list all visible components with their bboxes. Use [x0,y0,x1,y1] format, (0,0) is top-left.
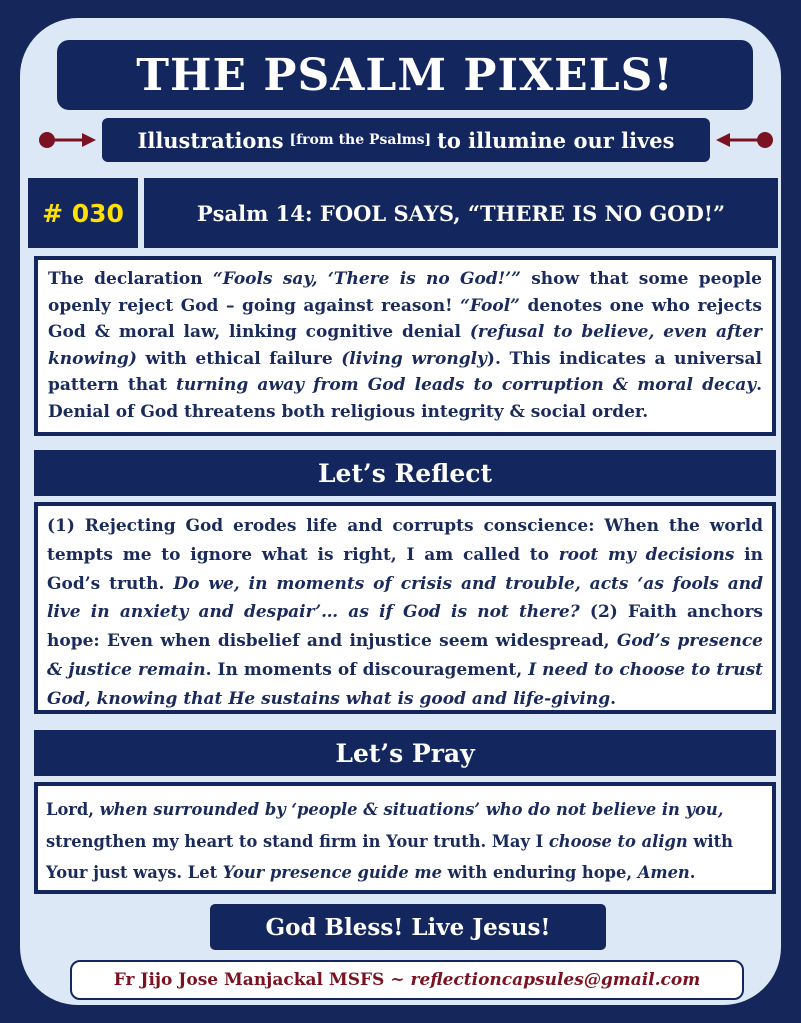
blessing-banner: God Bless! Live Jesus! [210,904,606,950]
text-run: . [689,863,696,882]
text-run: (refusal to believe, even after knowing) [48,322,762,369]
text-run: (2) Faith anchors hope: Even when disbelief and injustice seem widespread, [47,602,763,652]
author-credit [70,960,744,1000]
reflect-text [34,502,776,714]
text-run: turning away from God leads to corruption & moral decay [176,375,757,395]
text-run: choose to align [548,831,688,851]
text-run: with Your just ways. Let [46,831,733,882]
text-run: “Fool” [460,295,520,316]
poster-frame [10,10,791,1013]
pray-text [34,782,776,894]
text-run: The declaration [48,269,213,289]
text-run: strengthen my heart to stand firm in Your truth. May I [46,831,549,851]
psalm-number: # 030 [28,178,138,248]
author-email[interactable]: reflectioncapsules@gmail.com [410,970,701,990]
subtitle-pre: Illustrations [137,127,284,153]
text-run: I need to choose to trust God, knowing that He sustains what is good and life-giving [47,659,763,709]
author-name: Fr Jijo Jose Manjackal MSFS ~ [113,970,405,990]
arrow-right-icon [38,130,98,150]
poster-card [20,18,781,1005]
text-run: . Denial of God threatens both religious integrity & social order. [48,375,763,422]
text-run: . In moments of discouragement, [205,659,529,680]
text-run: root my decisions [558,544,735,565]
text-run: show that some people openly reject God – going against reason! [48,269,762,316]
pray-heading: Let’s Pray [34,730,776,776]
subtitle-post: to illumine our lives [437,127,675,153]
psalm-heading: Psalm 14: FOOL SAYS, “THERE IS NO GOD!” [144,178,778,248]
text-run: . [610,688,617,709]
text-run: Do we, in moments of crisis and trouble, acts ‘as fools and live in anxiety and despair’… as if God is not there? [47,573,763,623]
reflect-heading: Let’s Reflect [34,450,776,496]
intro-text [34,256,776,436]
text-run: Your presence guide me [222,863,442,882]
text-run: when surrounded by ‘people & situations’ who do not believe in you, [99,800,724,819]
text-run: with ethical failure [136,348,342,369]
text-run: “Fools say, ‘There is no God!’” [212,269,521,289]
subtitle [102,118,710,162]
text-run: in God’s truth. [47,544,763,594]
text-run: Amen [637,863,690,882]
text-run: (living wrongly [341,348,487,369]
text-run: denotes one who rejects God & moral law, linking cognitive denial [48,295,762,342]
text-run: God’s presence & justice remain [47,631,763,680]
arrow-left-icon [714,130,774,150]
subtitle-small: [from the Psalms] [289,132,432,148]
text-run: ). This indicates a universal pattern that [48,348,762,395]
text-run: Lord, [46,800,100,819]
page-title: THE PSALM PIXELS! [57,40,753,110]
text-run: (1) Rejecting God erodes life and corrupts conscience: When the world tempts me to ignore what is right, I am called to [47,516,763,565]
text-run: with enduring hope, [441,863,638,882]
